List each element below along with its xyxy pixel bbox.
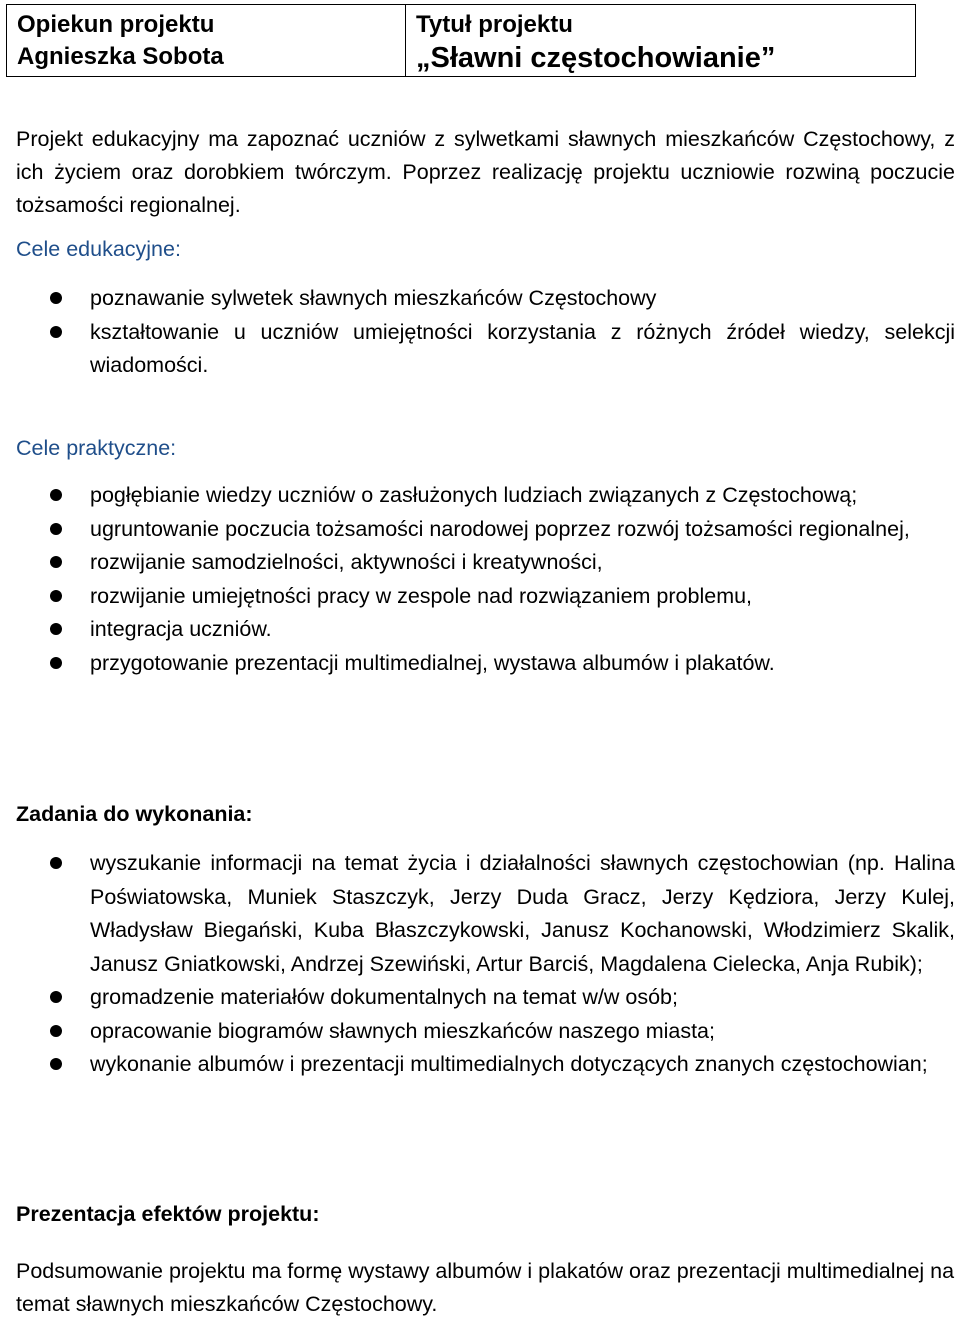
supervisor-label: Opiekun projektu bbox=[17, 11, 215, 38]
practical-goals-list bbox=[0, 479, 955, 680]
educational-goals-heading: Cele edukacyjne: bbox=[16, 237, 181, 261]
bullet-icon bbox=[50, 1058, 62, 1070]
bullet-icon bbox=[50, 292, 62, 304]
header-table bbox=[6, 4, 916, 77]
bullet-icon bbox=[50, 326, 62, 338]
bullet-icon bbox=[50, 857, 62, 869]
bullet-icon bbox=[50, 1025, 62, 1037]
bullet-icon bbox=[50, 623, 62, 635]
list-item: przygotowanie prezentacji multimedialnej, wystawa albumów i plakatów. bbox=[0, 647, 955, 681]
intro-paragraph: Projekt edukacyjny ma zapoznać uczniów z sylwetkami sławnych mieszkańców Częstochowy, z ich życiem oraz dorobkiem twórczym. Poprzez realizację projektu uczniowie rozwiną poczucie tożsamości regionalnej. bbox=[16, 127, 955, 217]
bullet-icon bbox=[50, 556, 62, 568]
tasks-heading: Zadania do wykonania: bbox=[16, 802, 253, 826]
supervisor-cell bbox=[7, 5, 406, 77]
list-item: wyszukanie informacji na temat życia i działalności sławnych częstochowian (np. Halina Poświatowska, Muniek Staszczyk, Jerzy Duda Gracz, Jerzy Kędziora, Jerzy Kulej, Władysław Biegański, Kuba Błaszczykowski, Janusz Kochanowski, Włodzimierz Skalik, Janusz Gniatkowski, Andrzej Szewiński, Artur Barciś, Magdalena Cielecka, Anja Rubik); bbox=[0, 847, 955, 981]
supervisor-name: Agnieszka Sobota bbox=[17, 43, 224, 70]
title-label: Tytuł projektu bbox=[416, 11, 573, 38]
list-item: poznawanie sylwetek sławnych mieszkańców Częstochowy bbox=[0, 282, 955, 316]
practical-goals-heading: Cele praktyczne: bbox=[16, 436, 177, 460]
bullet-icon bbox=[50, 590, 62, 602]
presentation-paragraph: Podsumowanie projektu ma formę wystawy albumów i plakatów oraz prezentacji multimedialnej na temat sławnych mieszkańców Częstochowy. bbox=[16, 1259, 955, 1316]
bullet-icon bbox=[50, 489, 62, 501]
educational-goals-list bbox=[0, 282, 955, 383]
list-item: rozwijanie umiejętności pracy w zespole nad rozwiązaniem problemu, bbox=[0, 580, 955, 614]
list-item: rozwijanie samodzielności, aktywności i kreatywności, bbox=[0, 546, 955, 580]
list-item: integracja uczniów. bbox=[0, 613, 955, 647]
bullet-icon bbox=[50, 657, 62, 669]
tasks-list bbox=[0, 847, 955, 1082]
list-item: pogłębianie wiedzy uczniów o zasłużonych ludziach związanych z Częstochową; bbox=[0, 479, 955, 513]
list-item: opracowanie biogramów sławnych mieszkańców naszego miasta; bbox=[0, 1015, 955, 1049]
list-item: wykonanie albumów i prezentacji multimedialnych dotyczących znanych częstochowian; bbox=[0, 1048, 955, 1082]
bullet-icon bbox=[50, 523, 62, 535]
project-title: „Sławni częstochowianie” bbox=[416, 42, 776, 74]
title-cell bbox=[406, 5, 916, 77]
bullet-icon bbox=[50, 991, 62, 1003]
list-item: kształtowanie u uczniów umiejętności korzystania z różnych źródeł wiedzy, selekcji wiadomości. bbox=[0, 316, 955, 383]
presentation-heading: Prezentacja efektów projektu: bbox=[16, 1202, 320, 1226]
list-item: ugruntowanie poczucia tożsamości narodowej poprzez rozwój tożsamości regionalnej, bbox=[0, 513, 955, 547]
list-item: gromadzenie materiałów dokumentalnych na temat w/w osób; bbox=[0, 981, 955, 1015]
